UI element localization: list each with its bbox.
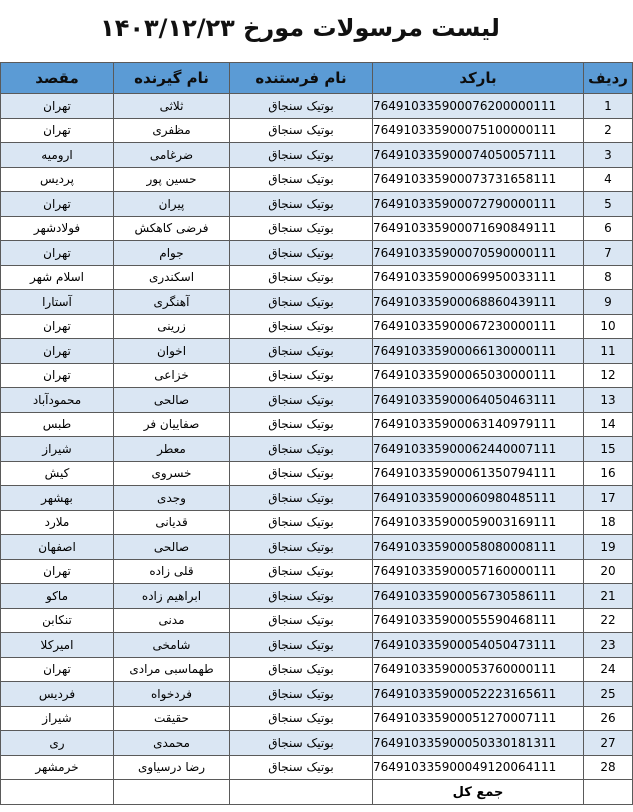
cell-barcode: 764910335900065030000111 bbox=[373, 363, 584, 388]
cell-destination: تهران bbox=[1, 241, 114, 266]
cell-barcode: 764910335900060980485111 bbox=[373, 486, 584, 511]
table-row bbox=[1, 216, 633, 241]
cell-destination: پردیس bbox=[1, 167, 114, 192]
cell-destination: تهران bbox=[1, 363, 114, 388]
cell-receiver: طهماسبی مرادی bbox=[114, 657, 230, 682]
cell-receiver: قدیانی bbox=[114, 510, 230, 535]
cell-row-number: 22 bbox=[584, 608, 633, 633]
cell-barcode: 764910335900069950033111 bbox=[373, 265, 584, 290]
cell-row-number: 18 bbox=[584, 510, 633, 535]
cell-barcode: 764910335900053760000111 bbox=[373, 657, 584, 682]
cell-receiver: محمدی bbox=[114, 731, 230, 756]
cell-barcode: 764910335900051270007111 bbox=[373, 706, 584, 731]
cell-receiver: پیران bbox=[114, 192, 230, 217]
cell-destination: تهران bbox=[1, 118, 114, 143]
table-row bbox=[1, 657, 633, 682]
cell-destination: ارومیه bbox=[1, 143, 114, 168]
cell-destination: امیرکلا bbox=[1, 633, 114, 658]
cell-sender: بوتیک سنجاق bbox=[230, 290, 373, 315]
table-row bbox=[1, 241, 633, 266]
table-row bbox=[1, 437, 633, 462]
cell-barcode: 764910335900072790000111 bbox=[373, 192, 584, 217]
table-row bbox=[1, 412, 633, 437]
cell-barcode: 764910335900075100000111 bbox=[373, 118, 584, 143]
cell-sender: بوتیک سنجاق bbox=[230, 314, 373, 339]
cell-receiver: ابراهیم زاده bbox=[114, 584, 230, 609]
cell-barcode: 764910335900062440007111 bbox=[373, 437, 584, 462]
cell-barcode: 764910335900068860439111 bbox=[373, 290, 584, 315]
cell-sender: بوتیک سنجاق bbox=[230, 363, 373, 388]
table-row bbox=[1, 192, 633, 217]
cell-barcode: 764910335900050330181311 bbox=[373, 731, 584, 756]
cell-receiver: حقیقت bbox=[114, 706, 230, 731]
table-row bbox=[1, 363, 633, 388]
table-row bbox=[1, 486, 633, 511]
table-row bbox=[1, 608, 633, 633]
cell-barcode: 764910335900076200000111 bbox=[373, 94, 584, 119]
cell-receiver: صالحی bbox=[114, 388, 230, 413]
cell-sender: بوتیک سنجاق bbox=[230, 608, 373, 633]
table-row bbox=[1, 339, 633, 364]
cell-row-number: 3 bbox=[584, 143, 633, 168]
cell-destination: شیراز bbox=[1, 706, 114, 731]
cell-destination: محمودآباد bbox=[1, 388, 114, 413]
cell-receiver: ثلاثی bbox=[114, 94, 230, 119]
cell-barcode: 764910335900059003169111 bbox=[373, 510, 584, 535]
total-cell-destination bbox=[1, 780, 114, 805]
cell-barcode: 764910335900054050473111 bbox=[373, 633, 584, 658]
table-row bbox=[1, 143, 633, 168]
cell-destination: خرمشهر bbox=[1, 755, 114, 780]
cell-row-number: 4 bbox=[584, 167, 633, 192]
table-row bbox=[1, 314, 633, 339]
cell-row-number: 19 bbox=[584, 535, 633, 560]
cell-receiver: جوام bbox=[114, 241, 230, 266]
cell-row-number: 10 bbox=[584, 314, 633, 339]
cell-row-number: 2 bbox=[584, 118, 633, 143]
cell-sender: بوتیک سنجاق bbox=[230, 143, 373, 168]
cell-row-number: 24 bbox=[584, 657, 633, 682]
column-header-row-number: ردیف bbox=[584, 63, 633, 94]
column-header-sender: نام فرستنده bbox=[230, 63, 373, 94]
cell-destination: فردیس bbox=[1, 682, 114, 707]
cell-receiver: رضا درسیاوی bbox=[114, 755, 230, 780]
cell-sender: بوتیک سنجاق bbox=[230, 167, 373, 192]
cell-row-number: 13 bbox=[584, 388, 633, 413]
cell-sender: بوتیک سنجاق bbox=[230, 437, 373, 462]
table-row bbox=[1, 265, 633, 290]
column-header-barcode: بارکد bbox=[373, 63, 584, 94]
cell-barcode: 764910335900058080008111 bbox=[373, 535, 584, 560]
cell-barcode: 764910335900056730586111 bbox=[373, 584, 584, 609]
cell-receiver: شامخی bbox=[114, 633, 230, 658]
table-row bbox=[1, 633, 633, 658]
cell-receiver: فردخواه bbox=[114, 682, 230, 707]
column-header-destination: مقصد bbox=[1, 63, 114, 94]
table-row bbox=[1, 731, 633, 756]
cell-sender: بوتیک سنجاق bbox=[230, 657, 373, 682]
cell-row-number: 25 bbox=[584, 682, 633, 707]
cell-barcode: 764910335900049120064111 bbox=[373, 755, 584, 780]
cell-row-number: 15 bbox=[584, 437, 633, 462]
cell-sender: بوتیک سنجاق bbox=[230, 241, 373, 266]
cell-destination: آستارا bbox=[1, 290, 114, 315]
table-row bbox=[1, 118, 633, 143]
table-row bbox=[1, 559, 633, 584]
table-row bbox=[1, 584, 633, 609]
cell-row-number: 26 bbox=[584, 706, 633, 731]
table-row bbox=[1, 461, 633, 486]
cell-row-number: 11 bbox=[584, 339, 633, 364]
cell-sender: بوتیک سنجاق bbox=[230, 755, 373, 780]
table-body bbox=[1, 94, 633, 780]
cell-row-number: 8 bbox=[584, 265, 633, 290]
cell-barcode: 764910335900061350794111 bbox=[373, 461, 584, 486]
cell-destination: تهران bbox=[1, 192, 114, 217]
cell-sender: بوتیک سنجاق bbox=[230, 216, 373, 241]
cell-destination: تهران bbox=[1, 314, 114, 339]
cell-sender: بوتیک سنجاق bbox=[230, 265, 373, 290]
cell-destination: تهران bbox=[1, 657, 114, 682]
cell-row-number: 6 bbox=[584, 216, 633, 241]
cell-destination: اسلام شهر bbox=[1, 265, 114, 290]
table-row bbox=[1, 388, 633, 413]
cell-sender: بوتیک سنجاق bbox=[230, 510, 373, 535]
cell-sender: بوتیک سنجاق bbox=[230, 412, 373, 437]
cell-receiver: وجدی bbox=[114, 486, 230, 511]
table-row bbox=[1, 94, 633, 119]
total-label: جمع کل bbox=[373, 780, 584, 805]
table-row bbox=[1, 682, 633, 707]
cell-receiver: حسین پور bbox=[114, 167, 230, 192]
table-row bbox=[1, 290, 633, 315]
page-title: لیست مرسولات مورخ ۱۴۰۳/۱۲/۲۳ bbox=[100, 14, 500, 42]
cell-row-number: 14 bbox=[584, 412, 633, 437]
table-row bbox=[1, 755, 633, 780]
cell-receiver: آهنگری bbox=[114, 290, 230, 315]
cell-destination: شیراز bbox=[1, 437, 114, 462]
cell-row-number: 12 bbox=[584, 363, 633, 388]
cell-receiver: مدنی bbox=[114, 608, 230, 633]
cell-destination: تهران bbox=[1, 339, 114, 364]
cell-row-number: 20 bbox=[584, 559, 633, 584]
total-cell-sender bbox=[230, 780, 373, 805]
cell-barcode: 764910335900057160000111 bbox=[373, 559, 584, 584]
cell-destination: ماکو bbox=[1, 584, 114, 609]
cell-row-number: 5 bbox=[584, 192, 633, 217]
cell-destination: تنکابن bbox=[1, 608, 114, 633]
cell-destination: ملارد bbox=[1, 510, 114, 535]
cell-row-number: 21 bbox=[584, 584, 633, 609]
cell-sender: بوتیک سنجاق bbox=[230, 584, 373, 609]
cell-row-number: 23 bbox=[584, 633, 633, 658]
cell-row-number: 27 bbox=[584, 731, 633, 756]
total-cell-receiver bbox=[114, 780, 230, 805]
cell-receiver: خزاعی bbox=[114, 363, 230, 388]
cell-barcode: 764910335900066130000111 bbox=[373, 339, 584, 364]
cell-receiver: مظفری bbox=[114, 118, 230, 143]
cell-sender: بوتیک سنجاق bbox=[230, 633, 373, 658]
total-cell-row bbox=[584, 780, 633, 805]
cell-sender: بوتیک سنجاق bbox=[230, 388, 373, 413]
cell-sender: بوتیک سنجاق bbox=[230, 559, 373, 584]
table-row bbox=[1, 510, 633, 535]
cell-row-number: 28 bbox=[584, 755, 633, 780]
cell-sender: بوتیک سنجاق bbox=[230, 731, 373, 756]
cell-destination: ری bbox=[1, 731, 114, 756]
cell-receiver: صالحی bbox=[114, 535, 230, 560]
cell-row-number: 17 bbox=[584, 486, 633, 511]
cell-sender: بوتیک سنجاق bbox=[230, 486, 373, 511]
cell-barcode: 764910335900064050463111 bbox=[373, 388, 584, 413]
cell-barcode: 764910335900071690849111 bbox=[373, 216, 584, 241]
cell-receiver: اسکندری bbox=[114, 265, 230, 290]
cell-barcode: 764910335900073731658111 bbox=[373, 167, 584, 192]
cell-receiver: ضرغامی bbox=[114, 143, 230, 168]
cell-destination: طبس bbox=[1, 412, 114, 437]
cell-sender: بوتیک سنجاق bbox=[230, 706, 373, 731]
cell-barcode: 764910335900070590000111 bbox=[373, 241, 584, 266]
cell-destination: فولادشهر bbox=[1, 216, 114, 241]
cell-receiver: اخوان bbox=[114, 339, 230, 364]
cell-sender: بوتیک سنجاق bbox=[230, 94, 373, 119]
cell-row-number: 16 bbox=[584, 461, 633, 486]
cell-destination: بهشهر bbox=[1, 486, 114, 511]
cell-destination: کیش bbox=[1, 461, 114, 486]
cell-barcode: 764910335900052223165611 bbox=[373, 682, 584, 707]
table-row bbox=[1, 535, 633, 560]
cell-destination: تهران bbox=[1, 94, 114, 119]
cell-sender: بوتیک سنجاق bbox=[230, 682, 373, 707]
cell-receiver: خسروی bbox=[114, 461, 230, 486]
cell-barcode: 764910335900074050057111 bbox=[373, 143, 584, 168]
cell-barcode: 764910335900063140979111 bbox=[373, 412, 584, 437]
cell-receiver: زرینی bbox=[114, 314, 230, 339]
cell-row-number: 7 bbox=[584, 241, 633, 266]
cell-receiver: قلی زاده bbox=[114, 559, 230, 584]
cell-sender: بوتیک سنجاق bbox=[230, 192, 373, 217]
cell-destination: اصفهان bbox=[1, 535, 114, 560]
cell-sender: بوتیک سنجاق bbox=[230, 461, 373, 486]
shipments-table bbox=[0, 62, 633, 805]
cell-destination: تهران bbox=[1, 559, 114, 584]
table-header-row bbox=[1, 63, 633, 94]
cell-receiver: فرضی کاهکش bbox=[114, 216, 230, 241]
cell-row-number: 9 bbox=[584, 290, 633, 315]
cell-sender: بوتیک سنجاق bbox=[230, 118, 373, 143]
cell-sender: بوتیک سنجاق bbox=[230, 339, 373, 364]
cell-row-number: 1 bbox=[584, 94, 633, 119]
cell-receiver: معطر bbox=[114, 437, 230, 462]
cell-sender: بوتیک سنجاق bbox=[230, 535, 373, 560]
table-row bbox=[1, 167, 633, 192]
total-row bbox=[1, 780, 633, 805]
cell-barcode: 764910335900055590468111 bbox=[373, 608, 584, 633]
cell-barcode: 764910335900067230000111 bbox=[373, 314, 584, 339]
cell-receiver: صفاییان فر bbox=[114, 412, 230, 437]
table-row bbox=[1, 706, 633, 731]
column-header-receiver: نام گیرنده bbox=[114, 63, 230, 94]
